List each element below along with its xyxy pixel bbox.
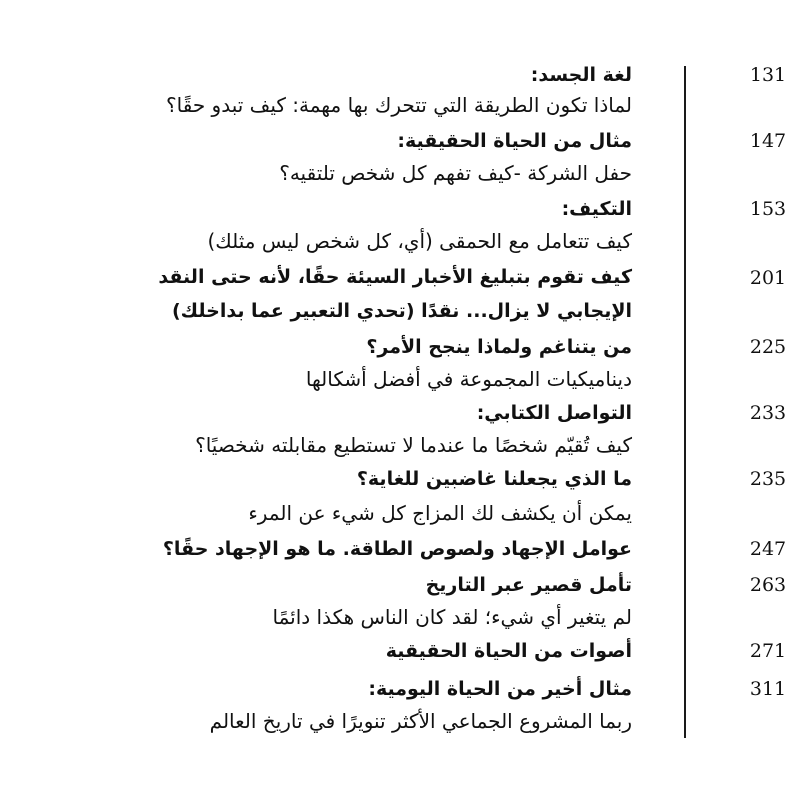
entry-title: من يتناغم ولماذا ينجح الأمر؟ [366,336,632,358]
page-number: 233 [749,402,787,424]
entry-subtitle: لم يتغير أي شيء؛ لقد كان الناس هكذا دائمًا [272,605,632,629]
entry-subtitle: ربما المشروع الجماعي الأكثر تنويرًا في تاريخ العالم [209,709,632,733]
entry-title: مثال أخير من الحياة اليومية: [368,678,632,700]
entry-title: التكيف: [561,198,632,220]
entry-subtitle: كيف تُقيّم شخصًا ما عندما لا تستطيع مقابلته شخصيًا؟ [195,433,632,457]
page-number: 271 [749,640,787,662]
entry-subtitle: كيف تتعامل مع الحمقى (أي، كل شخص ليس مثلك) [207,229,632,253]
entry-title: كيف تقوم بتبليغ الأخبار السيئة حقًا، لأنه حتى النقد [158,266,632,288]
page-number: 311 [749,678,787,700]
entry-title: لغة الجسد: [530,64,632,86]
entry-title: عوامل الإجهاد ولصوص الطاقة. ما هو الإجهاد حقًا؟ [162,538,632,560]
page-number: 247 [749,538,787,560]
entry-title: التواصل الكتابي: [476,402,632,424]
entry-subtitle: لماذا تكون الطريقة التي تتحرك بها مهمة: كيف تبدو حقًا؟ [166,93,632,117]
entry-title: مثال من الحياة الحقيقية: [397,130,632,152]
page-number: 131 [749,64,787,86]
entry-subtitle: يمكن أن يكشف لك المزاج كل شيء عن المرء [248,501,632,525]
page-number: 147 [749,130,787,152]
entry-title: أصوات من الحياة الحقيقية [385,640,632,662]
page-number: 153 [749,198,787,220]
page-number: 235 [749,468,787,490]
entry-title-continued: الإيجابي لا يزال... نقدًا (تحدي التعبير عما بداخلك) [172,300,632,322]
entry-title: تأمل قصير عبر التاريخ [425,574,632,596]
page-number: 201 [749,267,787,289]
page-number: 225 [749,336,787,358]
page-number: 263 [749,574,787,596]
entry-subtitle: حفل الشركة -كيف تفهم كل شخص تلتقيه؟ [279,161,632,185]
entry-subtitle: ديناميكيات المجموعة في أفضل أشكالها [305,367,632,391]
column-divider [684,66,686,738]
entry-title: ما الذي يجعلنا غاضبين للغاية؟ [356,468,632,490]
